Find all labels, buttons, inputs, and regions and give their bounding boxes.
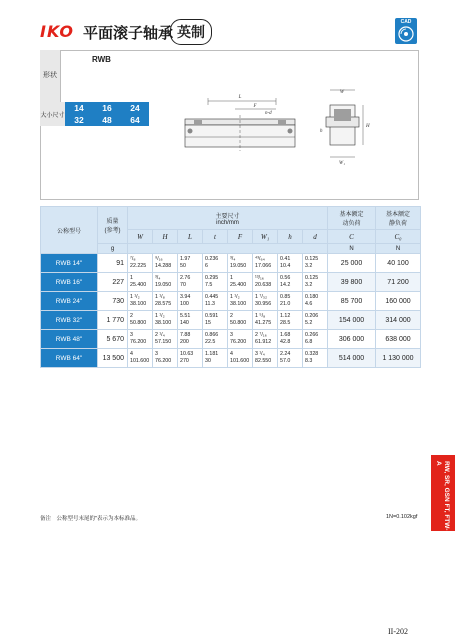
row-mass: 227 [98, 273, 128, 292]
header-dims-label: 主要尺寸 [215, 213, 240, 220]
header-mass-ref: (参考) [104, 228, 121, 234]
dim-mm: 76.200 [130, 339, 147, 345]
dim-cell [203, 330, 228, 349]
dim-mm: 17.066 [255, 263, 272, 269]
dim-mm: 30.956 [255, 301, 272, 307]
dim-cell [153, 330, 178, 349]
dim-cell [278, 254, 303, 273]
dim-mm: 25.400 [230, 282, 247, 288]
row-dynamic-load: 85 700 [328, 292, 376, 311]
dim-mm: 28.575 [155, 301, 172, 307]
row-model: RWB 14" [41, 254, 98, 273]
page-title: 平面滚子轴承 [83, 24, 174, 42]
row-static-load: 40 100 [376, 254, 421, 273]
cad-button[interactable] [395, 18, 417, 44]
dim-cell [203, 349, 228, 368]
dim-mm: 6 [205, 263, 208, 269]
dim-inch: ³/₄ [155, 275, 161, 281]
dim-cell [178, 273, 203, 292]
size-grid [65, 102, 149, 126]
dim-cell [253, 330, 278, 349]
dim-inch: ⁹/₁₆ [155, 256, 163, 262]
dim-mm: 57.150 [155, 339, 172, 345]
table-row [41, 330, 421, 349]
table-row [41, 311, 421, 330]
dim-inch: 0.236 [205, 256, 219, 262]
mass-unit: g [98, 244, 128, 254]
label-h: h [320, 129, 323, 134]
side-view-drawing [185, 98, 295, 151]
dim-cell [153, 254, 178, 273]
dim-inch: 2.24 [280, 351, 291, 357]
size-cell: 16 [102, 103, 112, 113]
dim-mm: 57.0 [280, 358, 291, 364]
dim-inch: ³/₄ [230, 256, 236, 262]
shape-label: 形状 [40, 50, 61, 102]
label-n-d: n-d [265, 111, 272, 116]
dim-cell [303, 254, 328, 273]
row-model: RWB 64" [41, 349, 98, 368]
dim-inch: 1 ¹/₈ [155, 294, 165, 300]
unit-conversion-note: 1N=0.102kgf [386, 514, 418, 520]
model-name: RWB [92, 55, 111, 64]
dim-inch: 2 [130, 313, 133, 319]
row-mass: 5 670 [98, 330, 128, 349]
dim-inch: 0.85 [280, 294, 291, 300]
row-model: RWB 48" [41, 330, 98, 349]
dim-mm: 15 [205, 320, 211, 326]
dim-inch: 0.180 [305, 294, 319, 300]
dim-mm: 4.6 [305, 301, 313, 307]
dim-cell [278, 292, 303, 311]
dim-mm: 270 [180, 358, 189, 364]
static-unit: N [376, 244, 421, 254]
dim-inch: 0.295 [205, 275, 219, 281]
row-static-load: 1 130 000 [376, 349, 421, 368]
dim-cell [203, 292, 228, 311]
dim-mm: 28.5 [280, 320, 291, 326]
row-dynamic-load: 154 000 [328, 311, 376, 330]
header-dynamic-line1: 基本额定 [339, 212, 364, 218]
dim-cell [128, 292, 153, 311]
dim-cell [178, 330, 203, 349]
dim-mm: 76.200 [230, 339, 247, 345]
dim-inch: 7.88 [180, 332, 191, 338]
dim-inch: 1 ¹/₂ [230, 294, 240, 300]
dim-inch: 0.266 [305, 332, 319, 338]
dim-cell [278, 311, 303, 330]
dim-mm: 6.8 [305, 339, 313, 345]
dim-inch: 3 [130, 332, 133, 338]
dim-mm: 21.0 [280, 301, 291, 307]
label-W1: W₁ [339, 161, 345, 166]
dim-cell [303, 330, 328, 349]
dims-unit-spacer [128, 244, 328, 254]
dim-inch: 3.94 [180, 294, 191, 300]
dim-inch: 0.206 [305, 313, 319, 319]
dim-symbol: h [278, 230, 303, 244]
row-static-load: 638 000 [376, 330, 421, 349]
header-dynamic-load [328, 207, 376, 230]
header-static-line2: 静负荷 [389, 221, 408, 227]
dim-inch: 2 [230, 313, 233, 319]
dim-inch: ⁴³/₆₄ [255, 256, 265, 262]
dim-mm: 14.2 [280, 282, 291, 288]
dim-cell [278, 349, 303, 368]
dim-inch: 0.328 [305, 351, 319, 357]
brand-logo: IKO [40, 22, 74, 41]
row-static-load: 160 000 [376, 292, 421, 311]
dim-mm: 22.5 [205, 339, 216, 345]
dim-cell [203, 311, 228, 330]
row-mass: 730 [98, 292, 128, 311]
dim-cell [228, 273, 253, 292]
dim-mm: 19.050 [230, 263, 247, 269]
dim-mm: 101.600 [130, 358, 150, 364]
dim-inch: 0.41 [280, 256, 291, 262]
dim-inch: 3 ¹/₄ [255, 351, 265, 357]
dim-inch: 0.866 [205, 332, 219, 338]
dim-cell [253, 254, 278, 273]
dim-inch: 0.125 [305, 256, 319, 262]
dim-cell [228, 292, 253, 311]
dim-cell [203, 273, 228, 292]
row-static-load: 71 200 [376, 273, 421, 292]
header-model: 公称型号 [41, 207, 98, 254]
row-model: RWB 16" [41, 273, 98, 292]
table-row [41, 254, 421, 273]
dynamic-symbol: C [328, 230, 376, 244]
row-model: RWB 24" [41, 292, 98, 311]
dim-inch: 2.76 [180, 275, 191, 281]
size-cell: 32 [74, 115, 84, 125]
dim-inch: 10.63 [180, 351, 194, 357]
dim-inch: 0.445 [205, 294, 219, 300]
dim-mm: 8.3 [305, 358, 313, 364]
dim-symbol: d [303, 230, 328, 244]
row-model: RWB 32" [41, 311, 98, 330]
dim-symbol: t [203, 230, 228, 244]
dim-mm: 50.800 [130, 320, 147, 326]
table-row [41, 273, 421, 292]
dim-mm: 5.2 [305, 320, 313, 326]
dim-inch: 2 ¹/₄ [155, 332, 165, 338]
footnote: 备注 公称型号末尾的"表示为本标准品。 [40, 516, 141, 522]
dim-cell [203, 254, 228, 273]
dim-cell [303, 273, 328, 292]
dim-cell [303, 292, 328, 311]
dim-symbol: W [128, 230, 153, 244]
dim-cell [178, 349, 203, 368]
dim-cell [278, 330, 303, 349]
dim-cell [153, 273, 178, 292]
dim-symbol: L [178, 230, 203, 244]
size-cell: 14 [74, 103, 84, 113]
dim-cell [253, 273, 278, 292]
label-W: W [339, 90, 345, 95]
dim-mm: 70 [180, 282, 186, 288]
dim-cell [178, 292, 203, 311]
dim-mm: 76.200 [155, 358, 172, 364]
row-mass: 1 770 [98, 311, 128, 330]
dim-cell [228, 311, 253, 330]
size-cell: 64 [130, 115, 140, 125]
dim-inch: 4 [130, 351, 133, 357]
dim-mm: 140 [180, 320, 189, 326]
side-tab-label: RW, SR, GSN FT, FTW-A [435, 461, 450, 531]
header-mass [98, 207, 128, 244]
size-cell: 48 [102, 115, 112, 125]
dim-cell [253, 349, 278, 368]
static-symbol: C₀ [376, 230, 421, 244]
dim-inch: 1.68 [280, 332, 291, 338]
cad-disc-icon [398, 26, 414, 42]
section-side-tab[interactable] [431, 455, 455, 531]
header-static-load [376, 207, 421, 230]
dim-inch: 1 ¹/₂ [155, 313, 165, 319]
dim-inch: 1 ⁷/₃₂ [255, 294, 268, 300]
dim-inch: 3 [155, 351, 158, 357]
dim-mm: 61.912 [255, 339, 272, 345]
dim-cell [228, 349, 253, 368]
dim-mm: 100 [180, 301, 189, 307]
cad-label: CAD [400, 19, 412, 25]
header-dynamic-line2: 动负荷 [342, 221, 361, 227]
dim-symbol: H [153, 230, 178, 244]
dim-inch: 1.12 [280, 313, 291, 319]
size-label: 大小尺寸 [40, 102, 65, 126]
end-view-drawing [326, 90, 363, 157]
dim-cell [228, 330, 253, 349]
dim-cell [128, 273, 153, 292]
dim-mm: 38.100 [130, 301, 147, 307]
dim-inch: 0.591 [205, 313, 219, 319]
dim-inch: 1.97 [180, 256, 191, 262]
label-F: F [253, 104, 257, 109]
dim-mm: 82.550 [255, 358, 272, 364]
dim-symbol: W₁ [253, 230, 278, 244]
header-dims-unit: inch/mm [216, 219, 239, 226]
dim-cell [228, 254, 253, 273]
label-H: H [366, 124, 370, 129]
dim-mm: 50.800 [230, 320, 247, 326]
dim-inch: 1 ⁵/₈ [255, 313, 266, 319]
dim-mm: 14.288 [155, 263, 172, 269]
dim-cell [128, 254, 153, 273]
dim-inch: 5.51 [180, 313, 191, 319]
dim-inch: 1 [230, 275, 233, 281]
dim-mm: 7.5 [205, 282, 213, 288]
dim-mm: 20.638 [255, 282, 272, 288]
table-row [41, 349, 421, 368]
row-mass: 91 [98, 254, 128, 273]
header-dims [128, 207, 328, 230]
dim-inch: 3 [230, 332, 233, 338]
row-dynamic-load: 514 000 [328, 349, 376, 368]
row-static-load: 314 000 [376, 311, 421, 330]
row-dynamic-load: 39 800 [328, 273, 376, 292]
dim-mm: 50 [180, 263, 186, 269]
page-number: II-202 [388, 627, 408, 636]
row-dynamic-load: 25 000 [328, 254, 376, 273]
dim-cell [178, 254, 203, 273]
page-header [0, 0, 455, 50]
dim-mm: 10.4 [280, 263, 291, 269]
dim-mm: 22.225 [130, 263, 147, 269]
dim-mm: 25.400 [130, 282, 147, 288]
dim-mm: 101.600 [230, 358, 250, 364]
dim-cell [128, 330, 153, 349]
dim-inch: 2 ⁷/₁₆ [255, 332, 267, 338]
dim-mm: 42.8 [280, 339, 291, 345]
dim-cell [303, 311, 328, 330]
dim-cell [153, 292, 178, 311]
dim-symbol: F [228, 230, 253, 244]
dim-mm: 19.050 [155, 282, 172, 288]
row-dynamic-load: 306 000 [328, 330, 376, 349]
header-static-line1: 基本额定 [386, 212, 411, 218]
dim-mm: 3.2 [305, 263, 313, 269]
dim-cell [253, 311, 278, 330]
technical-drawing [180, 87, 370, 167]
label-L: L [238, 95, 242, 100]
dim-inch: ⁷/₈ [130, 256, 136, 262]
dim-inch: 0.125 [305, 275, 319, 281]
dim-cell [153, 349, 178, 368]
dim-mm: 11.3 [205, 301, 215, 307]
dim-mm: 3.2 [305, 282, 313, 288]
dim-inch: 0.56 [280, 275, 291, 281]
dim-cell [128, 311, 153, 330]
dim-cell [303, 349, 328, 368]
dim-mm: 38.100 [230, 301, 247, 307]
dim-cell [153, 311, 178, 330]
dim-inch: 4 [230, 351, 233, 357]
dim-mm: 30 [205, 358, 211, 364]
header-mass-label: 质量 [106, 219, 119, 225]
dim-mm: 200 [180, 339, 189, 345]
row-mass: 13 500 [98, 349, 128, 368]
dim-inch: 1 ¹/₂ [130, 294, 140, 300]
size-cell: 24 [130, 103, 140, 113]
unit-badge: 英制 [170, 19, 212, 45]
spec-table [40, 206, 421, 368]
dim-cell [128, 349, 153, 368]
dim-mm: 41.275 [255, 320, 272, 326]
dim-inch: ¹³/₁₆ [255, 275, 264, 281]
dynamic-unit: N [328, 244, 376, 254]
dim-cell [178, 311, 203, 330]
dim-mm: 38.100 [155, 320, 172, 326]
dim-cell [253, 292, 278, 311]
table-row [41, 292, 421, 311]
dim-cell [278, 273, 303, 292]
dim-inch: 1.181 [205, 351, 219, 357]
dim-inch: 1 [130, 275, 133, 281]
